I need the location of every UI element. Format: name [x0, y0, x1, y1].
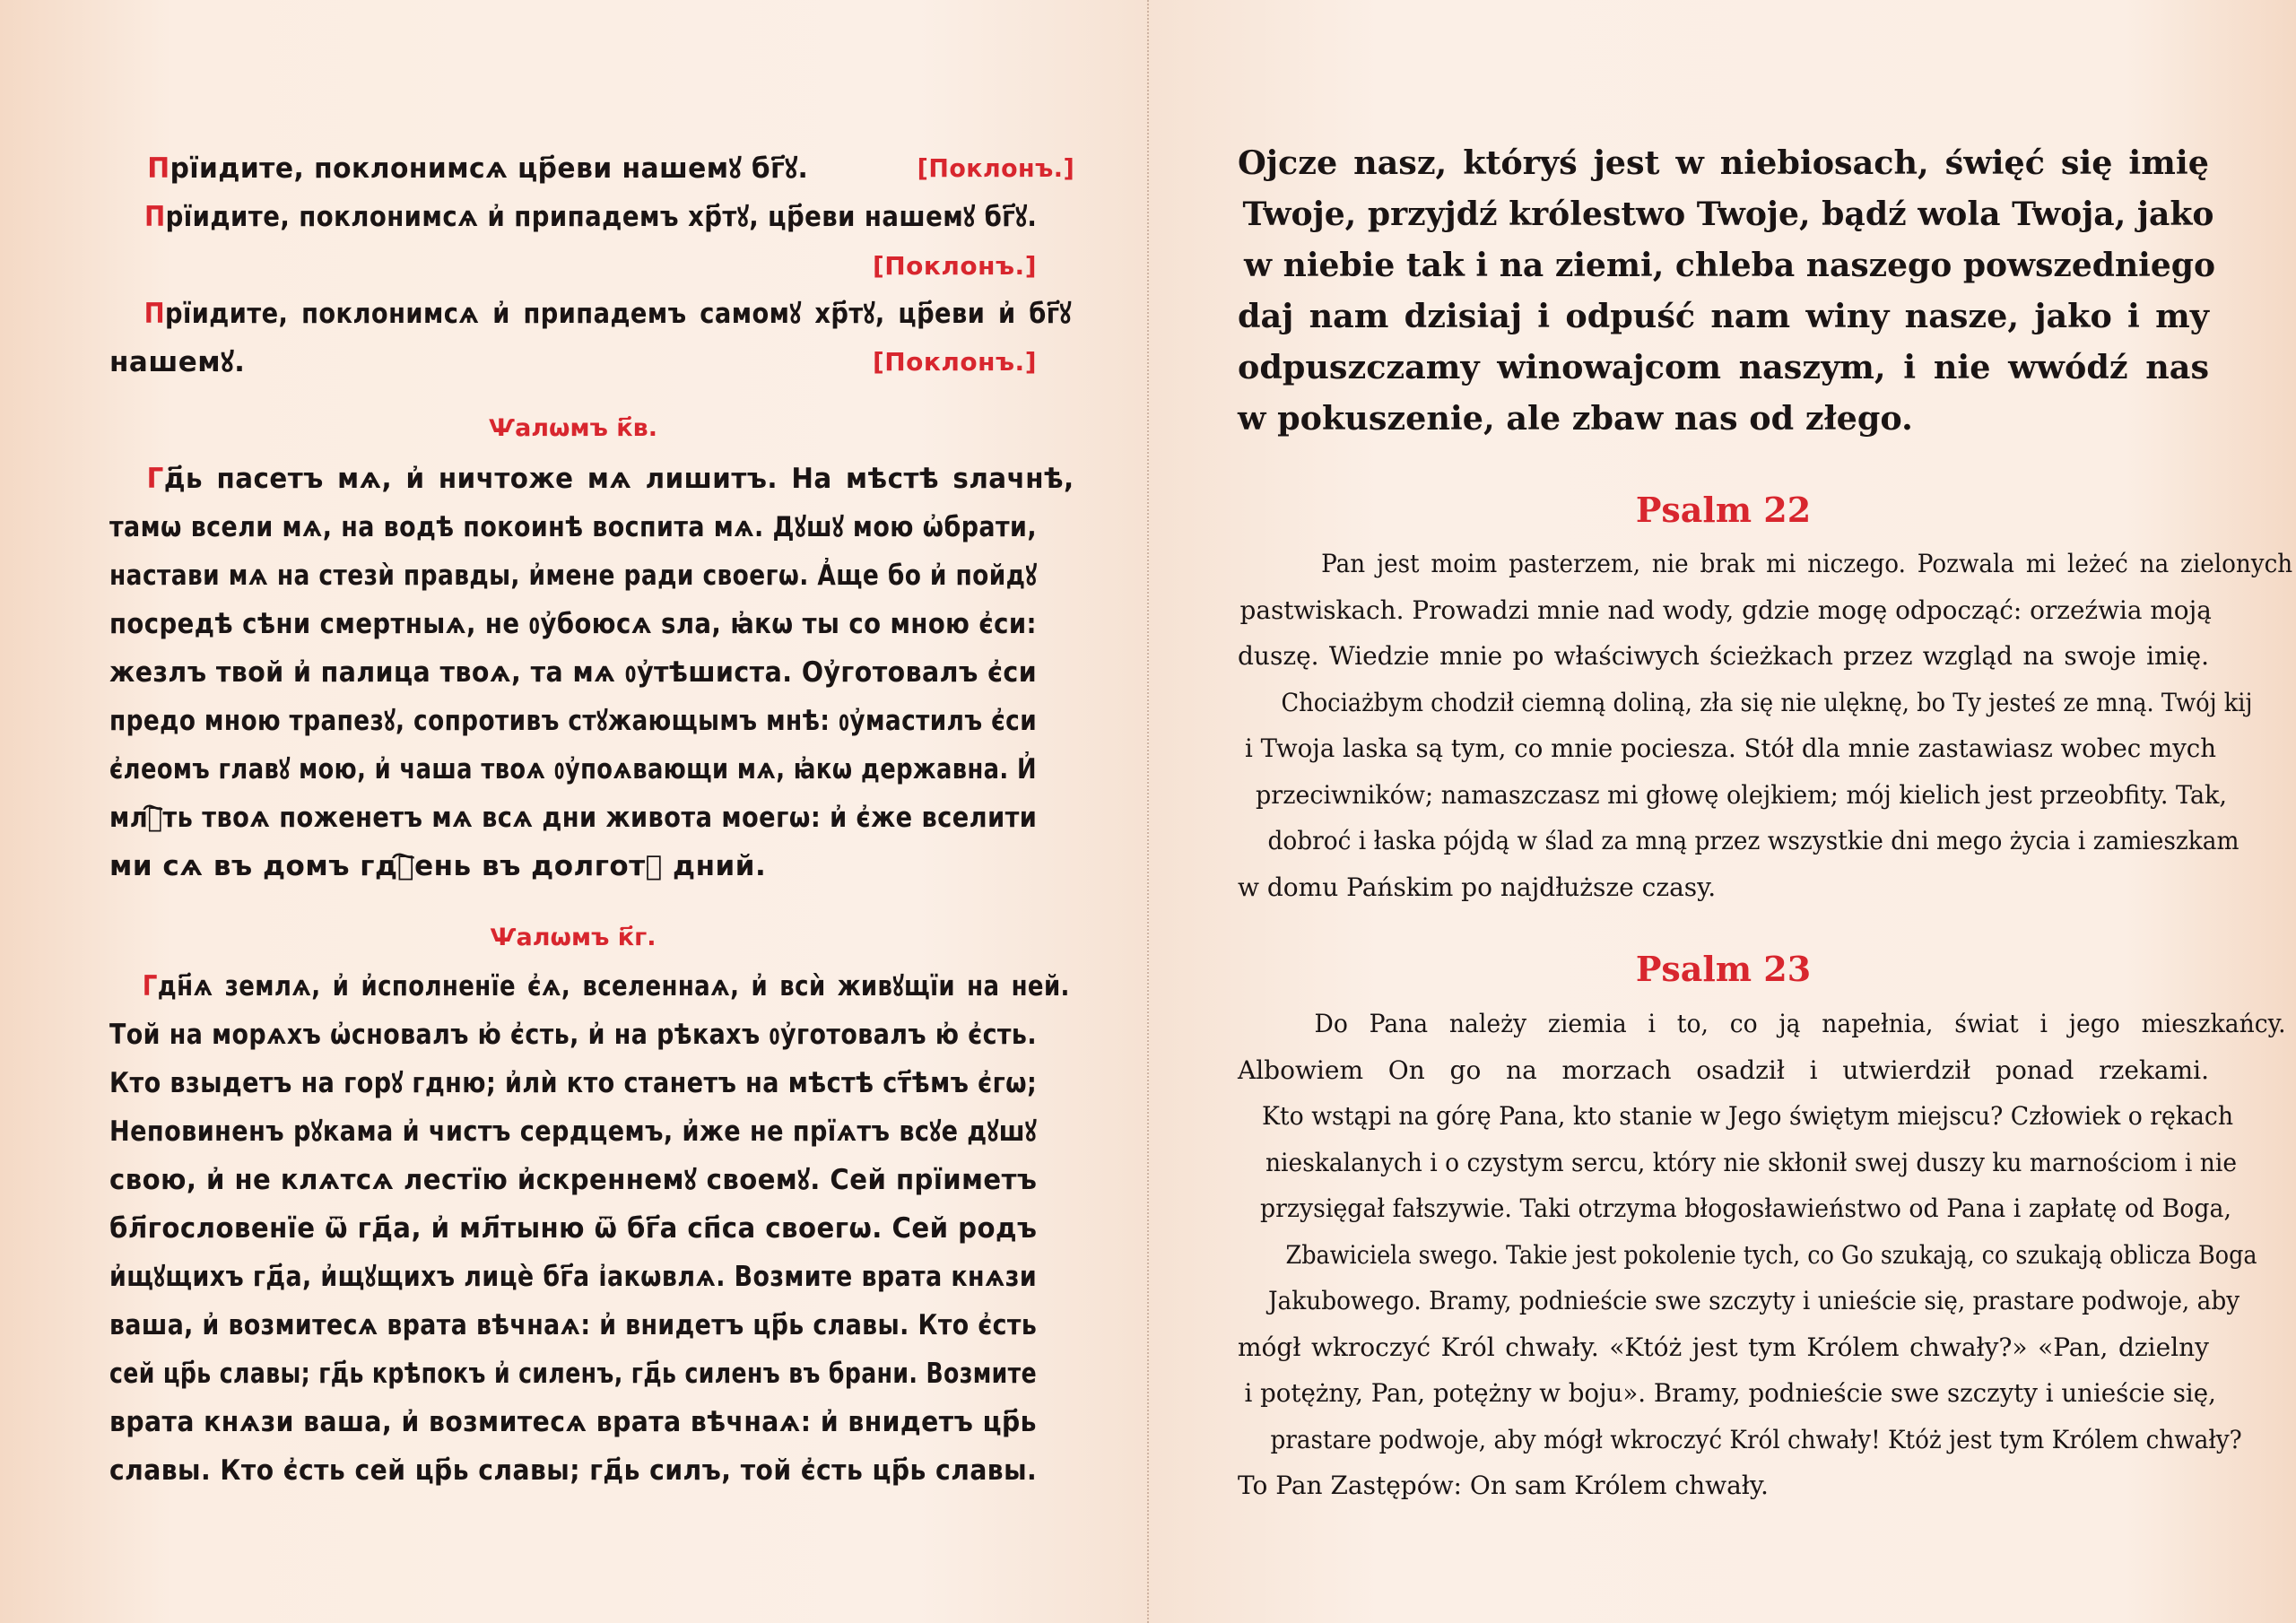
- verse-line: [109, 1301, 1037, 1350]
- line-text: дн҃ѧ землѧ, и҆ и҆сполненїе є҆ѧ, вселеннаѧ, и҆ всѝ живꙋщїи на ней.: [157, 970, 1070, 1002]
- page-fold-divider: [1147, 0, 1149, 1623]
- line-text: i potężny, Pan, potężny w boju». Bramy, podnieście swe szczyty i unieście się,: [1244, 1378, 2216, 1408]
- verse-line: [1238, 1047, 2209, 1094]
- line-text: свою, и҆ не клѧтсѧ лестїю и҆скреннемꙋ своемꙋ. Сей прїиметъ: [109, 1164, 1038, 1196]
- line-text: Jakubowego. Bramy, podnieście swe szczyty i unieście się, prastare podwoje, aby: [1268, 1286, 2240, 1315]
- line-text: prastare podwoje, aby mógł wkroczyć Król chwały! Któż jest tym Królem chwały?: [1270, 1424, 2242, 1454]
- line-text: przysięgał fałszywie. Taki otrzyma błogosławieństwo od Pana i zapłatę od Boga,: [1260, 1193, 2231, 1223]
- invitatory-line-5: [109, 338, 1037, 386]
- line-text: Chociażbym chodził ciemną doliną, zła się nie ulęknę, bo Ty jesteś ze mną. Twój kij: [1281, 687, 2253, 717]
- line-text: odpuszczamy winowajcom naszym, i nie wwódź nas: [1238, 348, 2209, 386]
- invitatory-text: рїидите, поклонимсѧ и҆ припадемъ хр҃тꙋ, цр҃еви нашемꙋ бг҃ꙋ.: [165, 201, 1038, 233]
- prayer-line: [1238, 342, 2209, 393]
- verse-line: [109, 455, 1074, 503]
- line-text: ми сѧ въ домъ гдⷭ҇ень въ долготꙋ дний.: [109, 850, 767, 882]
- prayer-line: [1238, 291, 2209, 342]
- verse-line: [109, 1204, 1037, 1253]
- verse-line: [1273, 541, 2292, 587]
- line-text: тамѡ всели мѧ, на водѣ покоинѣ воспита мѧ. Дꙋшꙋ мою ѡ҆брати,: [109, 511, 1037, 543]
- verse-line: [1238, 1324, 2209, 1371]
- line-text: Той на морѧхъ ѡ҆сновалъ ю҆ є҆сть, и҆ на рѣкахъ ᲂу҆готовалъ ю҆ є҆сть.: [109, 1019, 1037, 1051]
- line-text: Do Pana należy ziemia i to, co ją napełnia, świat i jego mieszkańcy.: [1314, 1009, 2286, 1038]
- verse-line: [1271, 1417, 2242, 1463]
- line-text: Kto wstąpi na górę Pana, kto stanie w Jego świętym miejscu? Człowiek o rękach: [1262, 1101, 2233, 1131]
- invitatory-text: рїидите, поклонимсѧ цр҃еви нашемꙋ бг҃ꙋ.: [170, 152, 809, 185]
- invitatory-line-4: [109, 290, 1072, 338]
- verse-line: [1268, 818, 2239, 864]
- psalm-23-title: Psalm 23: [1635, 949, 1812, 989]
- line-text: настави мѧ на стезѝ правды, и҆мене ради своегѡ. А҆ще бо и҆ пойдꙋ: [109, 560, 1038, 592]
- verse-line: [109, 551, 1037, 600]
- line-text: przeciwników; namaszczasz mi głowę olejkiem; mój kielich jest przeobfity. Tak,: [1256, 779, 2227, 810]
- verse-line: [1268, 1278, 2239, 1324]
- verse-line: [109, 842, 1037, 890]
- verse-line: [109, 1011, 1037, 1059]
- prayer-line: [1238, 393, 2209, 444]
- psalm-23-polish: [1238, 1001, 2286, 1509]
- line-text: посредѣ сѣни смертныѧ, не ᲂу҆боюсѧ ѕла, ꙗ҆кѡ ты со мною є҆си:: [109, 608, 1037, 640]
- psalm-23-title-slavonic: Ѱалѡмъ к҃г.: [490, 924, 657, 951]
- verse-line: [1240, 587, 2212, 634]
- verse-line: [109, 503, 1037, 551]
- psalm-22-polish: [1238, 541, 2293, 910]
- line-text: жезлъ твой и҆ палица твоѧ, та мѧ ᲂу҆тѣшиста. Оу҆готовалъ є҆си: [109, 656, 1038, 689]
- line-text: врата кнѧзи ваша, и҆ возмитесѧ врата вѣчнаѧ: и҆ внидетъ цр҃ь: [109, 1406, 1037, 1438]
- lords-prayer: [1238, 137, 2215, 444]
- line-text: Ojcze nasz, któryś jest w niebiosach, święć się imię: [1238, 143, 2209, 182]
- verse-line: [109, 1398, 1037, 1446]
- line-text: славы. Кто є҆сть сей цр҃ь славы; гд҃ь силъ, той є҆сть цр҃ь славы.: [109, 1454, 1038, 1487]
- line-text: i Twoja laska są tym, co mnie pociesza. Stół dla mnie zastawiasz wobec mych: [1245, 733, 2216, 763]
- line-text: Кто взыдетъ на горꙋ гдню; и҆лѝ кто станетъ на мѣстѣ ст҃ѣмъ є҆гѡ;: [109, 1067, 1038, 1099]
- verse-line: [109, 1059, 1037, 1107]
- verse-line: [109, 648, 1037, 697]
- psalm-22-title-slavonic: Ѱалѡмъ к҃в.: [489, 414, 657, 442]
- verse-line: [1262, 1093, 2233, 1140]
- prayer-line: [1244, 239, 2215, 291]
- prayer-line: [1238, 137, 2209, 188]
- red-initial: П: [147, 152, 170, 185]
- line-text: daj nam dzisiaj i odpuść nam winy nasze, jako i my: [1238, 297, 2209, 335]
- invitatory-text: рїидите, поклонимсѧ и҆ припадемъ самомꙋ хр҃тꙋ, цр҃еви и҆ бг҃ꙋ: [164, 298, 1072, 330]
- line-text: ваша, и҆ возмитесѧ врата вѣчнаѧ: и҆ внидетъ цр҃ь славы. Кто є҆сть: [109, 1309, 1038, 1341]
- line-text: млⷭ҇ть твоѧ поженетъ мѧ всѧ дни живота моегѡ: и҆ є҆же вселити: [109, 802, 1038, 834]
- verse-line: [109, 794, 1037, 842]
- invitatory-line-2: [109, 193, 1072, 241]
- red-initial: Г: [142, 970, 158, 1002]
- line-text: To Pan Zastępów: On sam Królem chwały.: [1238, 1471, 1769, 1500]
- verse-line: [109, 1350, 1037, 1398]
- verse-line: [109, 697, 1037, 745]
- verse-line: [109, 1446, 1037, 1495]
- line-text: бл҃гословенїе ѿ гд҃а, и҆ мл҃тыню ѿ бг҃а сп҃са своегѡ. Сей родъ: [109, 1212, 1038, 1245]
- line-text: Albowiem On go na morzach osadził i utwierdził ponad rzekami.: [1238, 1055, 2209, 1085]
- line-text: Zbawiciela swego. Takie jest pokolenie tych, co Go szukają, co szukają oblicza Boga: [1285, 1239, 2257, 1270]
- red-initial: П: [144, 298, 165, 330]
- verse-line: [1286, 1232, 2257, 1279]
- verse-line: [109, 1156, 1037, 1204]
- verse-line: [1282, 680, 2253, 726]
- verse-line: [109, 745, 1037, 794]
- verse-line: [1238, 864, 2209, 911]
- invitatory-text: нашемꙋ.: [109, 346, 246, 378]
- red-initial: П: [144, 201, 166, 233]
- verse-line: [1256, 772, 2227, 819]
- line-text: w niebie tak i na ziemi, chleba naszego powszedniego: [1244, 246, 2215, 284]
- rubric-bow: [Поклонъ.]: [872, 347, 1037, 377]
- rubric-bow: [Поклонъ.]: [872, 251, 1037, 281]
- line-text: w pokuszenie, ale zbaw nas od złego.: [1238, 399, 1913, 438]
- line-text: pastwiskach. Prowadzi mnie nad wody, gdzie mogę odpocząć: orzeźwia moją: [1239, 595, 2212, 625]
- line-text: предо мною трапезꙋ, сопротивъ стꙋжающымъ мнѣ: ᲂу҆мастилъ є҆си: [109, 705, 1038, 737]
- line-text: Pan jest moim pasterzem, nie brak mi niczego. Pozwala mi leżeć na zielonych: [1321, 549, 2293, 578]
- red-initial: Г: [146, 463, 164, 495]
- verse-line: [109, 962, 1070, 1011]
- line-text: д҃ь пасетъ мѧ, и҆ ничтоже мѧ лишитъ. На мѣстѣ ѕлачнѣ,: [163, 463, 1074, 495]
- psalm-22-slavonic: [109, 455, 1074, 890]
- line-text: mógł wkroczyć Król chwały. «Któż jest tym Królem chwały?» «Pan, dzielny: [1238, 1332, 2209, 1362]
- verse-line: [1245, 1370, 2216, 1417]
- line-text: Twoje, przyjdź królestwo Twoje, bądź wola Twoja, jako: [1242, 195, 2214, 233]
- invitatory-line-1: [109, 144, 1074, 193]
- prayer-line: [1243, 188, 2214, 239]
- line-text: и҆щꙋщихъ гд҃а, и҆щꙋщихъ лицѐ бг҃а і҆акѡвлѧ. Возмите врата кнѧзи: [109, 1261, 1038, 1293]
- verse-line: [1238, 633, 2209, 680]
- psalm-23-slavonic: [109, 962, 1070, 1495]
- verse-line: [109, 600, 1037, 648]
- rubric-bow: [Поклонъ.]: [917, 153, 1075, 183]
- verse-line: [1265, 1001, 2285, 1047]
- verse-line: [1260, 1185, 2231, 1232]
- verse-line: [1238, 1462, 2209, 1509]
- verse-line: [1245, 725, 2216, 772]
- line-text: w domu Pańskim po najdłuższe czasy.: [1238, 872, 1717, 902]
- line-text: є҆леомъ главꙋ мою, и҆ чаша твоѧ ᲂу҆поѧвающи мѧ, ꙗ҆кѡ державна. И҆: [109, 753, 1037, 785]
- psalm-22-title: Psalm 22: [1635, 490, 1812, 530]
- line-text: сей цр҃ь славы; гд҃ь крѣпокъ и҆ силенъ, гд҃ь силенъ въ брани. Возмите: [109, 1358, 1038, 1390]
- line-text: duszę. Wiedzie mnie po właściwych ścieżkach przez wzgląd na swoje imię.: [1238, 641, 2209, 671]
- verse-line: [1265, 1140, 2237, 1186]
- verse-line: [109, 1107, 1037, 1156]
- line-text: nieskalanych i o czystym sercu, który nie skłonił swej duszy ku marnościom i nie: [1265, 1147, 2237, 1177]
- line-text: Неповиненъ рꙋкама и҆ чистъ сердцемъ, и҆же не прїѧтъ всꙋе дꙋшꙋ: [109, 1115, 1038, 1148]
- line-text: dobroć i łaska pójdą w ślad za mną przez wszystkie dni mego życia i zamieszkam: [1267, 826, 2239, 855]
- invitatory-line-3: [109, 241, 1037, 290]
- invitatory-section: [109, 144, 1075, 386]
- verse-line: [109, 1253, 1037, 1301]
